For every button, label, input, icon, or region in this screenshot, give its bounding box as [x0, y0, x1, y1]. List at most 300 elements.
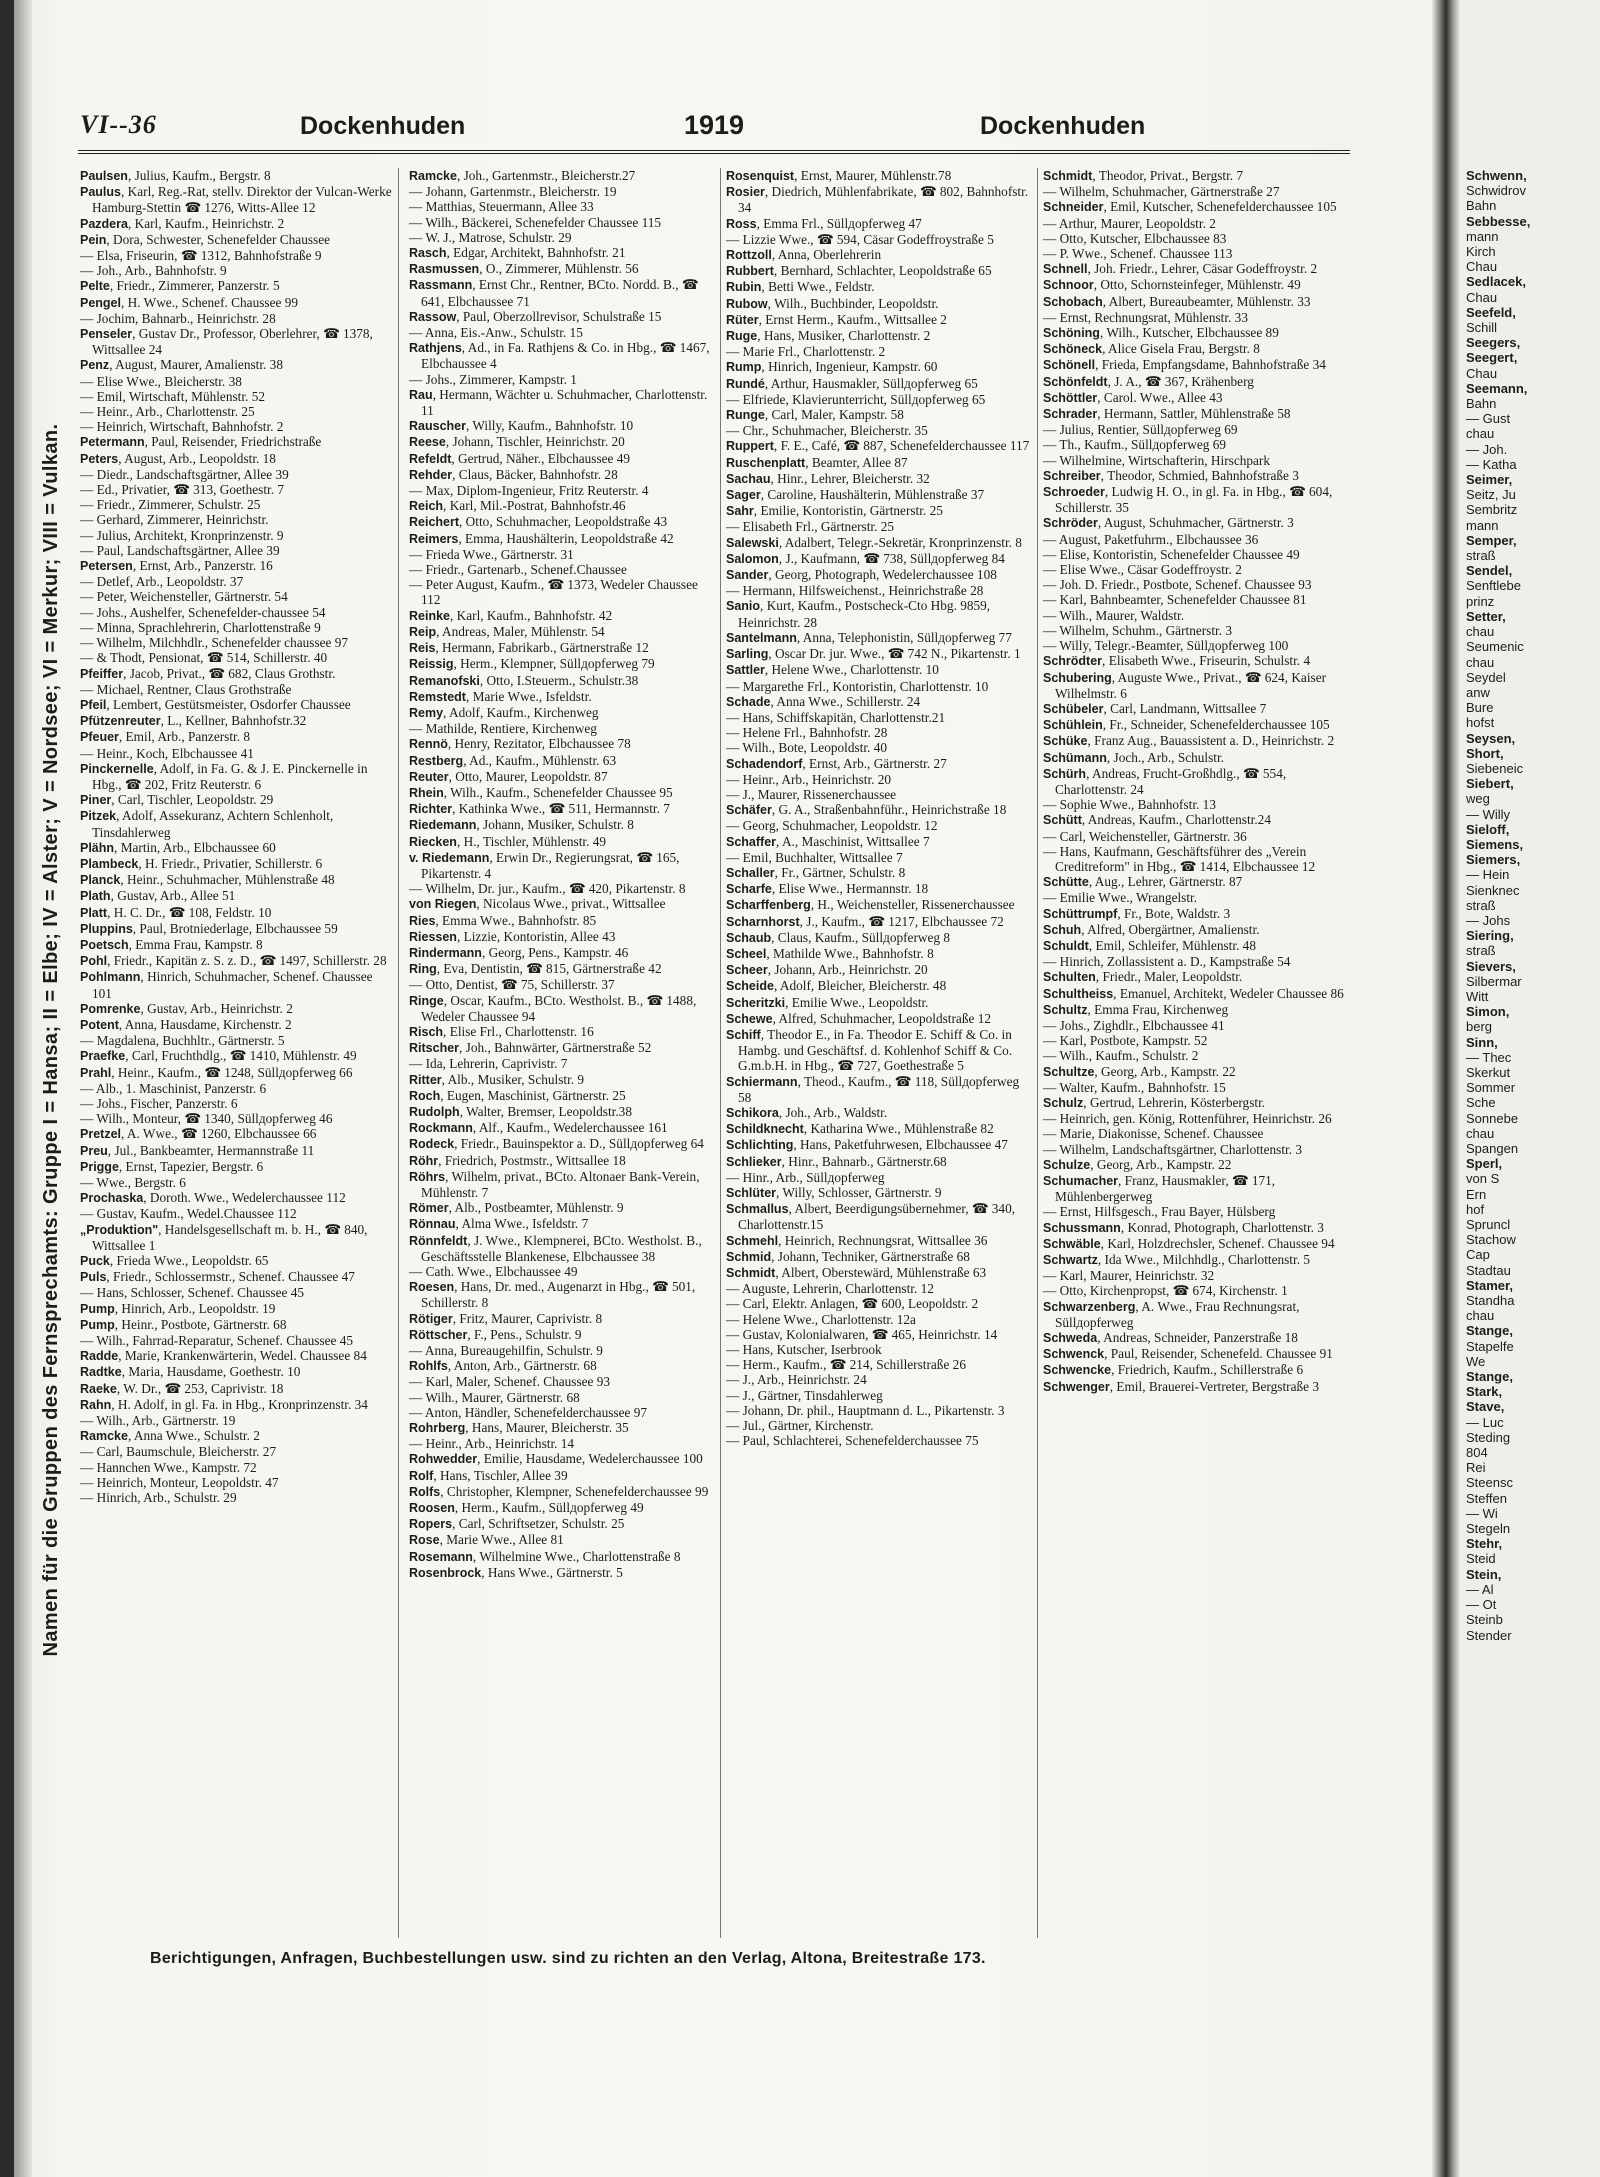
entry-surname: Schuldt [1043, 938, 1089, 953]
directory-entry: Rundé, Arthur, Hausmakler, Süllдорferweg 65 [726, 375, 978, 391]
entry-surname: Rudolph [409, 1104, 460, 1119]
fragment-text: hof [1466, 1201, 1485, 1217]
fragment-text: Sieloff, [1466, 821, 1510, 837]
entry-surname: Santelmann [726, 630, 797, 645]
entry-surname: Rathjens [409, 341, 462, 356]
fragment-text: Chau [1466, 289, 1498, 305]
directory-entry: — Hermann, Hilfsweichenst., Heinrichstraße 28 [726, 583, 984, 599]
entry-surname: Preu [80, 1143, 108, 1158]
entry-surname: Pinckernelle [80, 761, 154, 776]
fragment-text: Steding [1466, 1429, 1511, 1445]
directory-entry: Salomon, J., Kaufmann, ☎ 738, Süllдорferweg 84 [726, 550, 1005, 566]
directory-entry: — Helene Wwe., Charlottenstr. 12a [726, 1311, 916, 1327]
directory-entry: Rubbert, Bernhard, Schlachter, Leopoldstraße 65 [726, 263, 992, 279]
directory-entry: Schönell, Frieda, Empfangsdame, Bahnhofstraße 34 [1043, 357, 1326, 373]
directory-entry: — Ernst, Rechnungsrat, Mühlenstr. 33 [1043, 309, 1248, 325]
fragment-text: — Al [1466, 1581, 1494, 1597]
directory-entry: Pfeiffer, Jacob, Privat., ☎ 682, Claus Grothstr. [80, 665, 336, 681]
fragment-text: Siemens, [1466, 836, 1524, 852]
directory-entry: — Carl, Baumschule, Bleicherstr. 27 [80, 1444, 277, 1460]
directory-entry: Schümann, Joch., Arb., Schulstr. [1043, 749, 1224, 765]
directory-entry: Petersen, Ernst, Arb., Panzerstr. 16 [80, 558, 273, 574]
directory-entry: — Carl, Elektr. Anlagen, ☎ 600, Leopoldstr. 2 [726, 1296, 979, 1312]
directory-entry: Pein, Dora, Schwester, Schenefelder Chaussee [80, 231, 330, 247]
directory-entry: Sager, Caroline, Haushälterin, Mühlenstraße 37 [726, 487, 985, 503]
entry-surname: Schrödter [1043, 654, 1103, 669]
directory-entry: Rose, Marie Wwe., Allee 81 [409, 1532, 564, 1548]
directory-entry: Rolf, Hans, Tischler, Allee 39 [409, 1467, 568, 1483]
directory-entry: — Jul., Gärtner, Kirchenstr. [726, 1418, 874, 1434]
entry-surname: Schultz [1043, 1002, 1088, 1017]
directory-entry: Schulz, Gertrud, Lehrerin, Kösterbergstr. [1043, 1094, 1266, 1110]
directory-entry: Scheel, Mathilde Wwe., Bahnhofstr. 8 [726, 945, 934, 961]
entry-surname: Pohl [80, 954, 108, 969]
directory-entry: — Heinrich, Monteur, Leopoldstr. 47 [80, 1474, 279, 1490]
fragment-text: Stehr, [1466, 1536, 1503, 1552]
directory-entry: Scheritzki, Emilie Wwe., Leopoldstr. [726, 994, 929, 1010]
sidebar-legend: Namen für die Gruppen des Fernsprechamts: Gruppe I = Hansa; II = Elbe; IV = Alster; V = Nordsee; VI = Merkur; VIII = Vulkan. [40, 423, 62, 1657]
fragment-text: Seimer, [1466, 472, 1513, 488]
fragment-text: — Willy [1466, 806, 1511, 822]
directory-entry: — Marie Frl., Charlottenstr. 2 [726, 344, 886, 360]
directory-entry: Rubin, Betti Wwe., Feldstr. [726, 279, 875, 295]
entry-surname: Schulze [1043, 1157, 1091, 1172]
entry-surname: Reuter [409, 769, 449, 784]
directory-entry: Schiermann, Theod., Kaufm., ☎ 118, Süllдорferweg 58 [726, 1073, 1020, 1105]
directory-entry: Ritscher, Joh., Bahnwärter, Gärtnerstraße 52 [409, 1040, 652, 1056]
fragment-text: Bure [1466, 700, 1494, 716]
entry-surname: Schewe [726, 1011, 773, 1026]
directory-entry: Rosemann, Wilhelmine Wwe., Charlottenstraße 8 [409, 1548, 681, 1564]
fragment-text: Spruncl [1466, 1217, 1511, 1233]
entry-surname: Schütte [1043, 875, 1089, 890]
fragment-text: Sperl, [1466, 1156, 1503, 1172]
fragment-text: Sienknec [1466, 882, 1520, 898]
entry-surname: Reich [409, 499, 444, 514]
directory-entry: Rodeck, Friedr., Bauinspektor a. D., Süllдорferweg 64 [409, 1136, 704, 1152]
directory-entry: Remy, Adolf, Kaufm., Kirchenweg [409, 704, 599, 720]
entry-surname: Sarling [726, 647, 769, 662]
entry-surname: Pluppins [80, 921, 133, 936]
fragment-text: weg [1466, 791, 1490, 807]
directory-entry: Salewski, Adalbert, Telegr.-Sekretär, Kronprinzenstr. 8 [726, 534, 1022, 550]
entry-surname: Salewski [726, 535, 779, 550]
directory-entry: Schwäble, Karl, Holzdrechsler, Schenef. Chaussee 94 [1043, 1235, 1335, 1251]
entry-surname: Scheer [726, 963, 768, 978]
directory-entry: Scheer, Johann, Arb., Heinrichstr. 20 [726, 962, 928, 978]
entry-surname: Rubin [726, 280, 762, 295]
entry-surname: Ritscher [409, 1041, 460, 1056]
directory-entry: Schubering, Auguste Wwe., Privat., ☎ 624, Kaiser Wilhelmstr. 6 [1043, 669, 1327, 701]
entry-surname: Schürh [1043, 766, 1087, 781]
directory-entry: Schneider, Emil, Kutscher, Schenefelderchaussee 105 [1043, 199, 1337, 215]
entry-surname: Rauscher [409, 419, 466, 434]
entry-surname: Planck [80, 873, 121, 888]
directory-entry: Ruschenplatt, Beamter, Allee 87 [726, 454, 908, 470]
directory-entry: Schwenck, Paul, Reisender, Schenefeld. Chaussee 91 [1043, 1346, 1333, 1362]
directory-entry: Schmehl, Heinrich, Rechnungsrat, Wittsallee 36 [726, 1232, 988, 1248]
directory-entry: — Wilh., Bote, Leopoldstr. 40 [726, 740, 887, 756]
entry-surname: Ries [409, 913, 436, 928]
entry-surname: Puck [80, 1254, 110, 1269]
fragment-text: berg [1466, 1019, 1493, 1035]
directory-entry: Schaller, Fr., Gärtner, Schulstr. 8 [726, 864, 906, 880]
fragment-text: Stange, [1466, 1369, 1513, 1385]
directory-entry: — Auguste, Lehrerin, Charlottenstr. 12 [726, 1281, 934, 1297]
entry-surname: Reissig [409, 657, 454, 672]
directory-entry: Pohlmann, Hinrich, Schuhmacher, Schenef. Chaussee 101 [80, 969, 373, 1001]
directory-entry: Schürh, Andreas, Frucht-Großhdlg., ☎ 554, Charlottenstr. 24 [1043, 765, 1287, 797]
directory-entry: Praefke, Carl, Fruchthdlg., ☎ 1410, Mühlenstr. 49 [80, 1048, 357, 1064]
directory-entry: — Carl, Weichensteller, Gärtnerstr. 36 [1043, 828, 1247, 844]
entry-surname: Pfeiffer [80, 666, 124, 681]
entry-surname: Schönell [1043, 358, 1096, 373]
header-right-title: Dockenhuden [980, 112, 1146, 140]
directory-entry: — Hans, Schiffskapitän, Charlottenstr.21 [726, 709, 946, 725]
fragment-text: Schill [1466, 320, 1498, 336]
directory-entry: — Alb., 1. Maschinist, Panzerstr. 6 [80, 1080, 267, 1096]
entry-surname: Schreiber [1043, 468, 1101, 483]
entry-surname: Schwenger [1043, 1379, 1110, 1394]
directory-entry: Schnoor, Otto, Schornsteinfeger, Mühlenstr. 49 [1043, 277, 1301, 293]
directory-entry: — Heinr., Koch, Elbchaussee 41 [80, 745, 254, 761]
directory-entry: Schönfeldt, J. A., ☎ 367, Krähenberg [1043, 373, 1254, 389]
directory-entry: v. Riedemann, Erwin Dr., Regierungsrat, ☎ 165, Pikartenstr. 4 [409, 849, 680, 881]
directory-entry: — Magdalena, Buchhltr., Gärtnerstr. 5 [80, 1033, 285, 1049]
entry-surname: Puls [80, 1270, 107, 1285]
entry-surname: Pein [80, 232, 107, 247]
directory-entry: Schöneck, Alice Gisela Frau, Bergstr. 8 [1043, 341, 1260, 357]
fragment-text: Silbermar [1466, 973, 1522, 989]
fragment-text: Short, [1466, 745, 1504, 761]
fragment-text: Seemann, [1466, 380, 1528, 396]
directory-entry: — Ed., Privatier, ☎ 313, Goethestr. 7 [80, 482, 285, 498]
entry-surname: Schwartz [1043, 1253, 1098, 1268]
fragment-text: — Gust [1466, 411, 1511, 427]
entry-surname: Rottzoll [726, 248, 772, 263]
directory-entry: — Johs., Zimmerer, Kampstr. 1 [409, 371, 577, 387]
entry-surname: Pfützenreuter [80, 714, 161, 729]
directory-entry: Schwencke, Friedrich, Kaufm., Schillerstraße 6 [1043, 1362, 1304, 1378]
entry-surname: Rüter [726, 312, 759, 327]
directory-entry: — Wilh., Maurer, Waldstr. [1043, 607, 1185, 623]
directory-entry: Schikora, Joh., Arb., Waldstr. [726, 1104, 888, 1120]
directory-entry: Rönnfeldt, J. Wwe., Klempnerei, BCto. Westholst. B., Geschäftsstelle Blankenese, Elbchaussee 38 [409, 1232, 702, 1264]
directory-entry: Rasch, Edgar, Architekt, Bahnhofstr. 21 [409, 245, 626, 261]
entry-surname: Rhein [409, 785, 444, 800]
directory-entry: — Cath. Wwe., Elbchaussee 49 [409, 1264, 578, 1280]
fragment-text: straß [1466, 897, 1496, 913]
entry-surname: Roch [409, 1088, 441, 1103]
directory-entry: — Georg, Schuhmacher, Leopoldstr. 12 [726, 818, 938, 834]
fragment-text: Sembritz [1466, 502, 1518, 518]
entry-surname: Schnell [1043, 262, 1088, 277]
directory-entry: — Wilh., Monteur, ☎ 1340, Süllдорferweg 46 [80, 1111, 333, 1127]
directory-columns [80, 168, 1350, 1938]
directory-entry: Schöttler, Carol. Wwe., Allee 43 [1043, 389, 1223, 405]
entry-surname: Schmehl [726, 1233, 779, 1248]
directory-column-3 [720, 168, 1038, 1938]
fragment-text: Schwenn, [1466, 168, 1527, 183]
entry-surname: Schüttrumpf [1043, 906, 1118, 921]
directory-entry: Schaub, Claus, Kaufm., Süllдорferweg 8 [726, 929, 951, 945]
directory-entry: — Otto, Dentist, ☎ 75, Schillerstr. 37 [409, 977, 615, 993]
fragment-text: chau [1466, 624, 1495, 640]
directory-entry: Reinke, Karl, Kaufm., Bahnhofstr. 42 [409, 607, 613, 623]
entry-surname: Schaffer [726, 834, 777, 849]
entry-surname: Remy [409, 705, 444, 720]
fragment-text: Steffen [1466, 1490, 1507, 1506]
directory-entry: Roch, Eugen, Maschinist, Gärtnerstr. 25 [409, 1087, 626, 1103]
fragment-text: Spangen [1466, 1141, 1519, 1156]
entry-surname: Paulus [80, 185, 121, 200]
page-header [80, 108, 1340, 144]
entry-surname: Pfeil [80, 697, 107, 712]
entry-surname: Rehder [409, 467, 453, 482]
directory-entry: Schewe, Alfred, Schuhmacher, Leopoldstraße 12 [726, 1010, 991, 1026]
entry-surname: Schuh [1043, 922, 1082, 937]
directory-entry: — Friedr., Zimmerer, Schulstr. 25 [80, 497, 261, 513]
directory-entry: — Johs., Zighdlr., Elbchaussee 41 [1043, 1017, 1225, 1033]
entry-surname: Risch [409, 1024, 444, 1039]
directory-entry: Pinckernelle, Adolf, in Fa. G. & J. E. Pinckernelle in Hbg., ☎ 202, Fritz Reuterstr. 6 [80, 760, 368, 792]
scan-edge [0, 0, 14, 2177]
directory-entry: — Mathilde, Rentiere, Kirchenweg [409, 721, 597, 737]
entry-surname: Pohlmann [80, 970, 141, 985]
directory-entry: — Hinr., Arb., Süllдорferweg [726, 1169, 885, 1185]
directory-column-1 [80, 168, 399, 1938]
directory-entry: — Jochim, Bahnarb., Heinrichstr. 28 [80, 310, 276, 326]
directory-entry: — Max, Diplom-Ingenieur, Fritz Reuterstr. 4 [409, 483, 649, 499]
fragment-text: Seydel [1466, 669, 1506, 685]
directory-entry: Roesen, Hans, Dr. med., Augenarzt in Hbg., ☎ 501, Schillerstr. 8 [409, 1279, 696, 1311]
entry-surname: Rönnfeldt [409, 1233, 468, 1248]
entry-surname: Rasmussen [409, 262, 480, 277]
directory-entry: Pomrenke, Gustav, Arb., Heinrichstr. 2 [80, 1000, 293, 1016]
directory-entry: Röhr, Friedrich, Postmstr., Wittsallee 18 [409, 1152, 626, 1168]
entry-surname: Sanio [726, 599, 761, 614]
directory-entry: Sachau, Hinr., Lehrer, Bleicherstr. 32 [726, 470, 930, 486]
entry-surname: Schiermann [726, 1074, 798, 1089]
directory-entry: Plambeck, H. Friedr., Privatier, Schillerstr. 6 [80, 855, 323, 871]
directory-entry: — Wilhelm, Landschaftsgärtner, Charlottenstr. 3 [1043, 1141, 1303, 1157]
entry-surname: Rassmann [409, 278, 473, 293]
directory-entry: Rhein, Wilh., Kaufm., Schenefelder Chaussee 95 [409, 784, 673, 800]
directory-entry: Rindermann, Georg, Pens., Kampstr. 46 [409, 944, 629, 960]
directory-entry: Schuldt, Emil, Schleifer, Mühlenstr. 48 [1043, 937, 1256, 953]
directory-entry: Roosen, Herm., Kaufm., Süllдорferweg 49 [409, 1500, 644, 1516]
directory-entry: — Heinr., Arb., Heinrichstr. 20 [726, 771, 892, 787]
directory-entry: Rohrberg, Hans, Maurer, Bleicherstr. 35 [409, 1420, 629, 1436]
directory-entry: — Ida, Lehrerin, Caprivistr. 7 [409, 1056, 568, 1072]
entry-surname: von Riegen [409, 897, 477, 912]
entry-surname: Raeke [80, 1381, 117, 1396]
fragment-text: Stein, [1466, 1566, 1502, 1582]
directory-entry: Pretzel, A. Wwe., ☎ 1260, Elbchaussee 66 [80, 1126, 317, 1142]
directory-entry: Pump, Hinrich, Arb., Leopoldstr. 19 [80, 1300, 276, 1316]
directory-entry: Schwartz, Ida Wwe., Milchhdlg., Charlottenstr. 5 [1043, 1252, 1310, 1268]
fragment-text: hofst [1466, 715, 1495, 731]
entry-surname: „Produktion" [80, 1222, 159, 1237]
directory-entry: Petermann, Paul, Reisender, Friedrichstraße [80, 434, 322, 450]
fragment-text: anw [1466, 684, 1490, 700]
directory-entry: Pfeil, Lembert, Gestütsmeister, Osdorfer Chaussee [80, 696, 351, 712]
directory-entry: — Wilhelm, Milchhdlr., Schenefelder chaussee 97 [80, 635, 349, 651]
entry-surname: Radtke [80, 1365, 122, 1380]
directory-entry: — Walter, Kaufm., Bahnhofstr. 15 [1043, 1079, 1226, 1095]
entry-surname: Schäfer [726, 803, 772, 818]
directory-entry: Schiff, Theodor E., in Fa. Theodor E. Schiff & Co. in Hambg. und Geschäftsf. d. Kohlenhof Schiff & Co. G.m.b.H. in Hbg., ☎ 727, Goethestraße 5 [726, 1026, 1013, 1074]
directory-entry: Ropers, Carl, Schriftsetzer, Schulstr. 25 [409, 1516, 625, 1532]
directory-entry: Pelte, Friedr., Zimmerer, Panzerstr. 5 [80, 278, 280, 294]
entry-surname: Schlichting [726, 1138, 794, 1153]
directory-entry: Rathjens, Ad., in Fa. Rathjens & Co. in Hbg., ☎ 1467, Elbchaussee 4 [409, 340, 710, 372]
fragment-text: Setter, [1466, 608, 1506, 624]
entry-surname: Piner [80, 793, 112, 808]
directory-entry: Peters, August, Arb., Leopoldstr. 18 [80, 450, 276, 466]
directory-column-2 [403, 168, 721, 1938]
entry-surname: Schnoor [1043, 278, 1094, 293]
directory-entry: Puck, Frieda Wwe., Leopoldstr. 65 [80, 1253, 269, 1269]
directory-entry: — Gustav, Kaufm., Wedel.Chaussee 112 [80, 1206, 297, 1222]
entry-surname: Schönfeldt [1043, 374, 1108, 389]
directory-entry: Sarling, Oscar Dr. jur. Wwe., ☎ 742 N., Pikartenstr. 1 [726, 646, 1021, 662]
directory-entry: Pluppins, Paul, Brotniederlage, Elbchaussee 59 [80, 920, 338, 936]
directory-entry: — Wilh., Arb., Gärtnerstr. 19 [80, 1413, 236, 1429]
directory-entry: Prigge, Ernst, Tapezier, Bergstr. 6 [80, 1158, 264, 1174]
entry-surname: Prochaska [80, 1191, 144, 1206]
directory-entry: — Elfriede, Klavierunterricht, Süllдорferweg 65 [726, 391, 986, 407]
directory-entry: Rau, Hermann, Wächter u. Schuhmacher, Charlottenstr. 11 [409, 386, 708, 419]
directory-entry: — Elsa, Friseurin, ☎ 1312, Bahnhofstraße 9 [80, 248, 322, 264]
directory-entry: — Anna, Eis.-Anw., Schulstr. 15 [409, 325, 583, 341]
fragment-text: Chau [1466, 259, 1498, 275]
entry-surname: Pfeuer [80, 730, 119, 745]
entry-surname: Schlieker [726, 1154, 782, 1169]
directory-entry: — Peter, Weichensteller, Gärtnerstr. 54 [80, 589, 288, 605]
fragment-text: Ern [1466, 1186, 1487, 1202]
directory-entry: Ring, Eva, Dentistin, ☎ 815, Gärtnerstraße 42 [409, 961, 662, 977]
directory-entry: Schmallus, Albert, Beerdigungsübernehmer, ☎ 340, Charlottenstr.15 [726, 1201, 1016, 1233]
entry-surname: Reimers [409, 531, 459, 546]
directory-entry: Rehder, Claus, Bäcker, Bahnhofstr. 28 [409, 466, 618, 482]
directory-entry: Schüttrumpf, Fr., Bote, Waldstr. 3 [1043, 905, 1231, 921]
entry-surname: Pitzek [80, 809, 117, 824]
entry-surname: Scharfe [726, 882, 772, 897]
directory-entry: Ramcke, Joh., Gartenmstr., Bleicherstr.27 [409, 168, 636, 183]
directory-entry: Schrader, Hermann, Sattler, Mühlenstraße 58 [1043, 406, 1291, 422]
fragment-text: Stamer, [1466, 1277, 1513, 1293]
fragment-text: Sedlacek, [1466, 274, 1526, 290]
directory-entry: Rolfs, Christopher, Klempner, Schenefelderchaussee 99 [409, 1483, 709, 1499]
directory-entry: — Minna, Sprachlehrerin, Charlottenstraße 9 [80, 619, 321, 635]
directory-entry: Schadendorf, Ernst, Arb., Gärtnerstr. 27 [726, 755, 947, 771]
entry-surname: Schussmann [1043, 1220, 1121, 1235]
footer-notice: Berichtigungen, Anfragen, Buchbestellungen usw. sind zu richten an den Verlag, Altona, Breitestraße 173. [150, 1950, 986, 1967]
directory-entry: Schlieker, Hinr., Bahnarb., Gärtnerstr.68 [726, 1153, 947, 1169]
directory-entry: Reissig, Herm., Klempner, Süllдорferweg 79 [409, 656, 655, 672]
entry-surname: Schumacher [1043, 1174, 1119, 1188]
directory-entry: Piner, Carl, Tischler, Leopoldstr. 29 [80, 792, 274, 808]
directory-entry: — Peter August, Kaufm., ☎ 1373, Wedeler Chaussee 112 [409, 577, 698, 608]
entry-surname: Röhrs [409, 1169, 446, 1184]
fragment-text: — Wi [1466, 1505, 1498, 1521]
directory-entry: — Wilhelmine, Wirtschafterin, Hirschpark [1043, 452, 1271, 468]
fragment-text: Seefeld, [1466, 304, 1516, 320]
directory-entry: Reimers, Emma, Haushälterin, Leopoldstraße 42 [409, 530, 674, 546]
entry-surname: Schütt [1043, 813, 1082, 828]
fragment-text: Stapelfe [1466, 1338, 1514, 1354]
entry-surname: Schlüter [726, 1186, 777, 1200]
entry-surname: Reichert [409, 515, 460, 530]
fragment-text: Stachow [1466, 1232, 1516, 1248]
page-code: VI--36 [80, 110, 157, 139]
directory-entry: — Ernst, Hilfsgesch., Frau Bayer, Hülsberg [1043, 1204, 1276, 1220]
fragment-text: Bahn [1466, 198, 1497, 214]
entry-surname: Penseler [80, 327, 133, 342]
fragment-text: chau [1466, 1125, 1495, 1141]
directory-entry: — Wilh., Maurer, Gärtnerstr. 68 [409, 1389, 580, 1405]
directory-entry: Remanofski, Otto, I.Steuerm., Schulstr.38 [409, 672, 639, 688]
entry-surname: Schildknecht [726, 1122, 804, 1137]
entry-surname: Schadendorf [726, 756, 803, 771]
entry-surname: Schöttler [1043, 390, 1098, 405]
entry-surname: Schöning [1043, 326, 1100, 341]
directory-entry: — Karl, Postbote, Kampstr. 52 [1043, 1033, 1208, 1049]
directory-entry: Sattler, Helene Wwe., Charlottenstr. 10 [726, 662, 939, 678]
directory-entry: Santelmann, Anna, Telephonistin, Süllдорferweg 77 [726, 629, 1012, 645]
entry-surname: Rose [409, 1533, 440, 1548]
entry-surname: Rolf [409, 1468, 434, 1483]
directory-entry: Reip, Andreas, Maler, Mühlenstr. 54 [409, 623, 605, 639]
directory-entry: — Paul, Schlachterei, Schenefelderchaussee 75 [726, 1433, 979, 1449]
fragment-text: Sinn, [1466, 1034, 1498, 1050]
entry-surname: Penz [80, 358, 110, 373]
directory-entry: Richter, Kathinka Wwe., ☎ 511, Hermannstr. 7 [409, 801, 670, 817]
entry-surname: Schiff [726, 1027, 761, 1042]
entry-surname: Prigge [80, 1159, 119, 1174]
directory-entry: — J., Maurer, Rissenerchaussee [726, 786, 897, 802]
fragment-text: Stange, [1466, 1323, 1513, 1339]
directory-entry: von Riegen, Nicolaus Wwe., privat., Wittsallee [409, 896, 666, 912]
directory-entry: Radtke, Maria, Hausdame, Goethestr. 10 [80, 1364, 301, 1380]
directory-entry: — Hinrich, Arb., Schulstr. 29 [80, 1490, 237, 1506]
directory-entry: — Hans, Kaufmann, Geschäftsführer des „Verein Creditreform" in Hbg., ☎ 1414, Elbchaussee 12 [1043, 843, 1316, 874]
directory-entry: Römer, Alb., Postbeamter, Mühlenstr. 9 [409, 1200, 624, 1216]
entry-surname: Remstedt [409, 689, 466, 704]
entry-surname: Platt [80, 905, 108, 920]
fragment-text: Skerkut [1466, 1064, 1511, 1080]
directory-entry: Refeldt, Gertrud, Näher., Elbchaussee 49 [409, 450, 631, 466]
directory-entry: Schreiber, Theodor, Schmied, Bahnhofstraße 3 [1043, 467, 1299, 483]
directory-entry: Scharffenberg, H., Weichensteller, Rissenerchaussee [726, 897, 1015, 913]
entry-surname: Rolfs [409, 1484, 441, 1499]
directory-entry: Rubow, Wilh., Buchbinder, Leopoldstr. [726, 295, 939, 311]
directory-entry: Riessen, Lizzie, Kontoristin, Allee 43 [409, 928, 616, 944]
directory-entry: Rosier, Diedrich, Mühlenfabrikate, ☎ 802, Bahnhofstr. 34 [726, 184, 1029, 216]
entry-surname: Scheel [726, 946, 767, 961]
entry-surname: Schwenck [1043, 1347, 1105, 1362]
entry-surname: Rosemann [409, 1549, 473, 1564]
fragment-text: straß [1466, 548, 1496, 564]
directory-entry: — Helene Frl., Bahnhofstr. 28 [726, 725, 888, 741]
directory-entry: — Johs., Aushelfer, Schenefelder-chaussee 54 [80, 604, 326, 620]
entry-surname: Rassow [409, 309, 457, 324]
directory-entry: Pfützenreuter, L., Kellner, Bahnhofstr.32 [80, 713, 307, 729]
entry-surname: Plähn [80, 840, 115, 855]
fragment-text: Sievers, [1466, 958, 1516, 974]
fragment-text: — Joh. [1466, 441, 1508, 457]
